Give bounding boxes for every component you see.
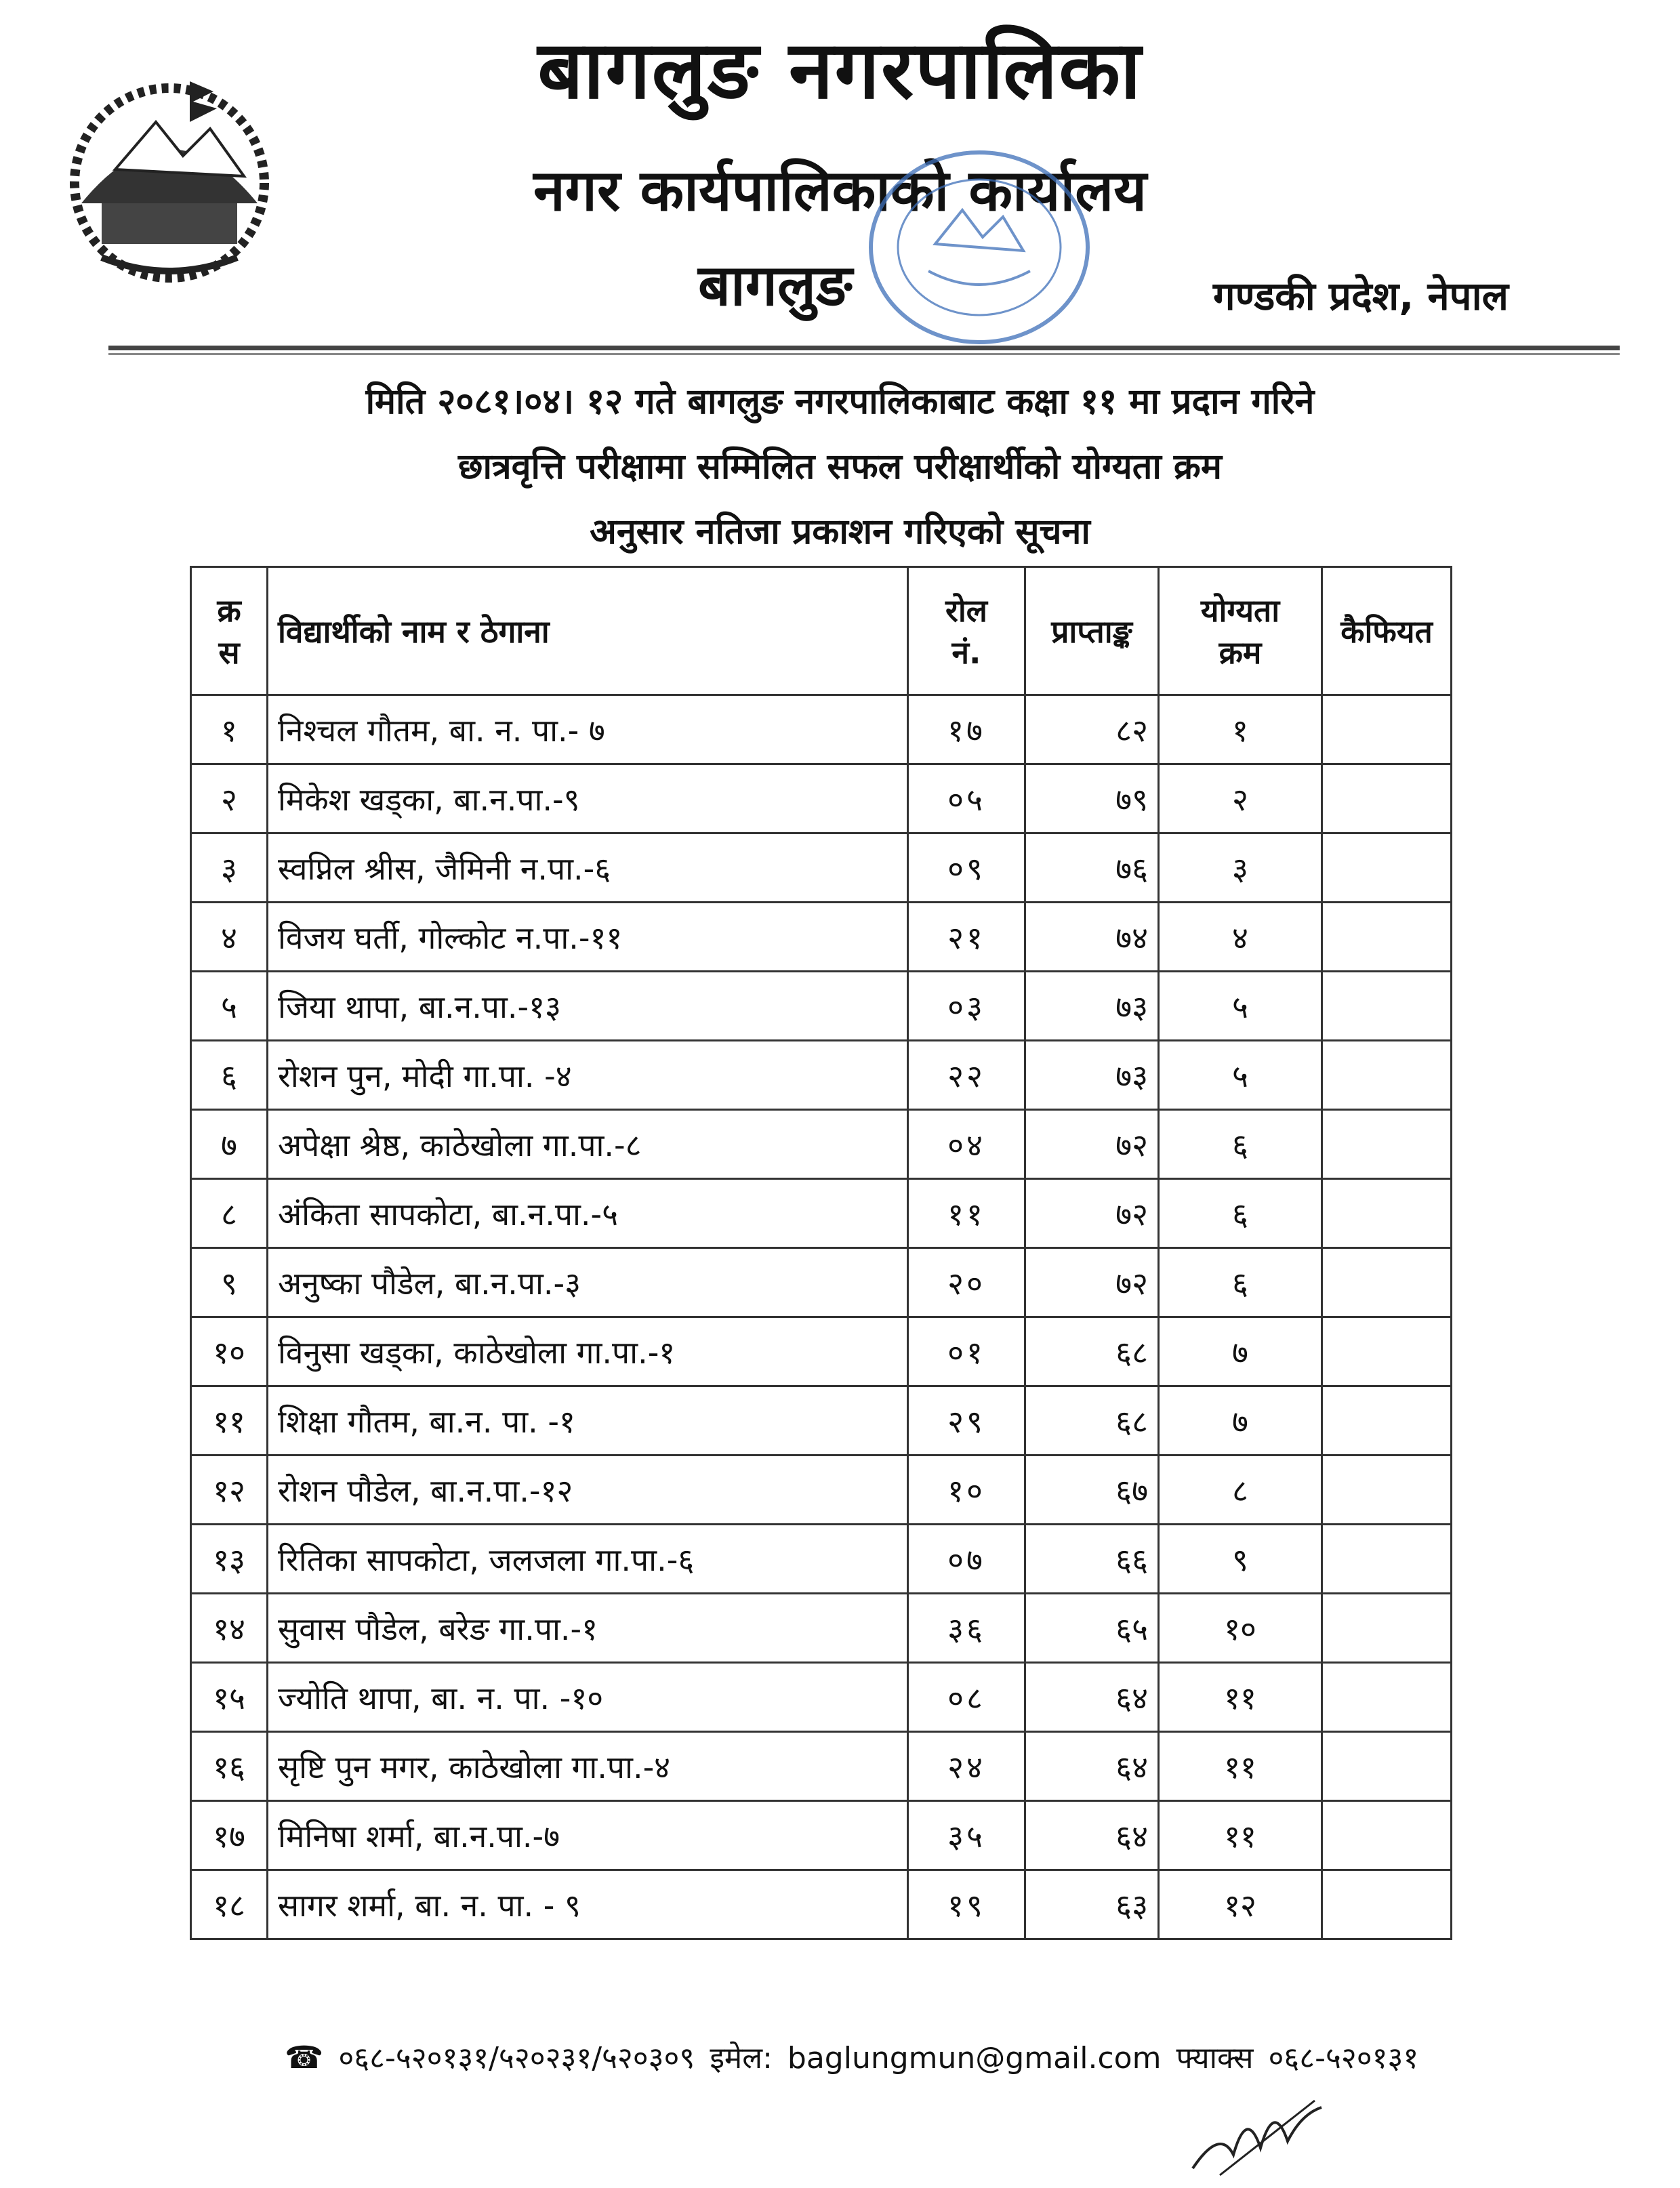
cell-marks: ७२	[1025, 1179, 1159, 1248]
cell-marks: ७२	[1025, 1110, 1159, 1179]
office-title: नगर कार्यपालिकाको कार्यालय	[533, 157, 1147, 224]
cell-roll: २१	[908, 903, 1025, 972]
header-roll-bottom: नं.	[951, 634, 981, 671]
cell-remarks	[1322, 833, 1452, 903]
cell-remarks	[1322, 1870, 1452, 1939]
phone-number: ०६८-५२०१३१/५२०२३१/५२०३०९	[338, 2041, 695, 2076]
cell-rank: १०	[1159, 1594, 1322, 1663]
cell-marks: ७६	[1025, 833, 1159, 903]
cell-remarks	[1322, 1248, 1452, 1317]
cell-roll: ०५	[908, 764, 1025, 833]
cell-remarks	[1322, 1525, 1452, 1594]
header-rank-top: योग्यता	[1200, 592, 1280, 629]
cell-remarks	[1322, 1801, 1452, 1870]
header-serial-top: क्र	[217, 592, 241, 629]
cell-roll: २९	[908, 1386, 1025, 1456]
table-row	[191, 1386, 1452, 1456]
cell-serial: ६	[191, 1041, 268, 1110]
cell-rank: २	[1159, 764, 1322, 833]
notice-line: अनुसार नतिजा प्रकाशन गरिएको सूचना	[590, 512, 1090, 552]
cell-roll: ३६	[908, 1594, 1025, 1663]
cell-rank: ७	[1159, 1386, 1322, 1456]
cell-roll: २४	[908, 1732, 1025, 1801]
cell-name: मिनिषा शर्मा, बा.न.पा.-७	[268, 1801, 908, 1870]
cell-name: सृष्टि पुन मगर, काठेखोला गा.पा.-४	[268, 1732, 908, 1801]
cell-remarks	[1322, 1732, 1452, 1801]
cell-serial: ८	[191, 1179, 268, 1248]
cell-roll: ११	[908, 1179, 1025, 1248]
cell-marks: ६४	[1025, 1732, 1159, 1801]
notice-line: मिति २०८१।०४। १२ गते बागलुङ नगरपालिकाबाट कक्षा ११ मा प्रदान गरिने	[365, 381, 1315, 422]
cell-rank: ६	[1159, 1179, 1322, 1248]
cell-remarks	[1322, 972, 1452, 1041]
table-row	[191, 1248, 1452, 1317]
cell-marks: ६४	[1025, 1801, 1159, 1870]
table-row	[191, 903, 1452, 972]
cell-remarks	[1322, 695, 1452, 764]
cell-rank: ९	[1159, 1525, 1322, 1594]
cell-serial: १	[191, 695, 268, 764]
cell-name: सागर शर्मा, बा. न. पा. - ९	[268, 1870, 908, 1939]
cell-serial: १४	[191, 1594, 268, 1663]
header-rank-bottom: क्रम	[1218, 634, 1262, 671]
header-divider	[108, 346, 1620, 355]
table-row	[191, 833, 1452, 903]
cell-marks: ६३	[1025, 1870, 1159, 1939]
table-row	[191, 1525, 1452, 1594]
email-label: इमेल:	[710, 2041, 773, 2076]
table-row	[191, 1870, 1452, 1939]
cell-remarks	[1322, 1386, 1452, 1456]
cell-rank: ११	[1159, 1663, 1322, 1732]
notice-heading	[0, 369, 1680, 564]
header-marks: प्राप्ताङ्क	[1025, 567, 1159, 695]
cell-rank: ७	[1159, 1317, 1322, 1386]
cell-roll: ३५	[908, 1801, 1025, 1870]
office-stamp-icon	[861, 142, 1098, 352]
table-row	[191, 764, 1452, 833]
cell-name: रोशन पुन, मोदी गा.पा. -४	[268, 1041, 908, 1110]
cell-name: ज्योति थापा, बा. न. पा. -१०	[268, 1663, 908, 1732]
header-name: विद्यार्थीको नाम र ठेगाना	[268, 567, 908, 695]
cell-roll: ०९	[908, 833, 1025, 903]
cell-serial: ११	[191, 1386, 268, 1456]
cell-roll: २२	[908, 1041, 1025, 1110]
cell-marks: ६७	[1025, 1456, 1159, 1525]
province-label: गण्डकी प्रदेश, नेपाल	[1213, 273, 1509, 319]
contact-footer	[285, 2036, 1424, 2077]
table-row	[191, 1732, 1452, 1801]
cell-name: रितिका सापकोटा, जलजला गा.पा.-६	[268, 1525, 908, 1594]
cell-remarks	[1322, 1179, 1452, 1248]
cell-remarks	[1322, 1456, 1452, 1525]
cell-name: जिया थापा, बा.न.पा.-१३	[268, 972, 908, 1041]
cell-serial: १०	[191, 1317, 268, 1386]
cell-serial: ४	[191, 903, 268, 972]
cell-roll: ०७	[908, 1525, 1025, 1594]
cell-remarks	[1322, 1594, 1452, 1663]
cell-rank: ५	[1159, 1041, 1322, 1110]
cell-marks: ७३	[1025, 972, 1159, 1041]
cell-name: अनुष्का पौडेल, बा.न.पा.-३	[268, 1248, 908, 1317]
table-row	[191, 1663, 1452, 1732]
telephone-icon: ☎	[285, 2039, 324, 2076]
cell-marks: ७३	[1025, 1041, 1159, 1110]
cell-remarks	[1322, 1663, 1452, 1732]
cell-marks: ६४	[1025, 1663, 1159, 1732]
cell-serial: ३	[191, 833, 268, 903]
cell-marks: ६८	[1025, 1317, 1159, 1386]
cell-name: विनुसा खड्का, काठेखोला गा.पा.-१	[268, 1317, 908, 1386]
cell-remarks	[1322, 1110, 1452, 1179]
cell-name: मिकेश खड्का, बा.न.पा.-९	[268, 764, 908, 833]
table-row	[191, 1317, 1452, 1386]
cell-marks: ७४	[1025, 903, 1159, 972]
cell-remarks	[1322, 903, 1452, 972]
cell-name: स्वप्निल श्रीस, जैमिनी न.पा.-६	[268, 833, 908, 903]
cell-rank: १	[1159, 695, 1322, 764]
header-roll	[908, 567, 1025, 695]
cell-roll: ०१	[908, 1317, 1025, 1386]
table-row	[191, 1110, 1452, 1179]
cell-serial: २	[191, 764, 268, 833]
cell-name: अपेक्षा श्रेष्ठ, काठेखोला गा.पा.-८	[268, 1110, 908, 1179]
cell-rank: ५	[1159, 972, 1322, 1041]
cell-rank: ४	[1159, 903, 1322, 972]
cell-marks: ६८	[1025, 1386, 1159, 1456]
cell-marks: ७२	[1025, 1248, 1159, 1317]
cell-roll: ०४	[908, 1110, 1025, 1179]
cell-roll: १०	[908, 1456, 1025, 1525]
cell-marks: ७९	[1025, 764, 1159, 833]
cell-serial: १३	[191, 1525, 268, 1594]
cell-name: अंकिता सापकोटा, बा.न.पा.-५	[268, 1179, 908, 1248]
cell-serial: १६	[191, 1732, 268, 1801]
cell-name: रोशन पौडेल, बा.न.पा.-१२	[268, 1456, 908, 1525]
table-row	[191, 695, 1452, 764]
cell-roll: १७	[908, 695, 1025, 764]
cell-remarks	[1322, 1041, 1452, 1110]
cell-rank: १२	[1159, 1870, 1322, 1939]
cell-roll: २०	[908, 1248, 1025, 1317]
cell-rank: ३	[1159, 833, 1322, 903]
municipality-title: बागलुङ नगरपालिका	[537, 23, 1143, 117]
notice-line: छात्रवृत्ति परीक्षामा सम्मिलित सफल परीक्षार्थीको योग्यता क्रम	[458, 447, 1222, 487]
cell-rank: ११	[1159, 1732, 1322, 1801]
table-row	[191, 1041, 1452, 1110]
email-address: baglungmun@gmail.com	[787, 2041, 1162, 2076]
cell-rank: ८	[1159, 1456, 1322, 1525]
signature-icon	[1179, 2087, 1335, 2182]
cell-rank: ६	[1159, 1110, 1322, 1179]
header-rank	[1159, 567, 1322, 695]
table-row	[191, 1801, 1452, 1870]
table-header-row	[191, 567, 1452, 695]
cell-marks: ६६	[1025, 1525, 1159, 1594]
header-serial-bottom: स	[218, 634, 240, 671]
header-remarks: कैफियत	[1322, 567, 1452, 695]
header-serial	[191, 567, 268, 695]
table-row	[191, 972, 1452, 1041]
fax-number: ०६८-५२०१३१	[1268, 2041, 1419, 2076]
cell-name: सुवास पौडेल, बरेङ गा.पा.-१	[268, 1594, 908, 1663]
cell-roll: ०८	[908, 1663, 1025, 1732]
cell-name: विजय घर्ती, गोल्कोट न.पा.-११	[268, 903, 908, 972]
cell-serial: १५	[191, 1663, 268, 1732]
table-row	[191, 1179, 1452, 1248]
cell-rank: ६	[1159, 1248, 1322, 1317]
cell-serial: १७	[191, 1801, 268, 1870]
header-roll-top: रोल	[945, 592, 987, 629]
cell-remarks	[1322, 1317, 1452, 1386]
cell-name: शिक्षा गौतम, बा.न. पा. -१	[268, 1386, 908, 1456]
cell-serial: १२	[191, 1456, 268, 1525]
cell-serial: ९	[191, 1248, 268, 1317]
results-table	[190, 566, 1452, 1940]
cell-rank: ११	[1159, 1801, 1322, 1870]
cell-marks: ६५	[1025, 1594, 1159, 1663]
cell-serial: १८	[191, 1870, 268, 1939]
cell-roll: १९	[908, 1870, 1025, 1939]
table-row	[191, 1456, 1452, 1525]
cell-roll: ०३	[908, 972, 1025, 1041]
cell-remarks	[1322, 764, 1452, 833]
fax-label: फ्याक्स	[1176, 2041, 1254, 2076]
table-row	[191, 1594, 1452, 1663]
cell-name: निश्चल गौतम, बा. न. पा.- ७	[268, 695, 908, 764]
cell-serial: ५	[191, 972, 268, 1041]
cell-serial: ७	[191, 1110, 268, 1179]
place-title: बागलुङ	[698, 252, 853, 318]
cell-marks: ८२	[1025, 695, 1159, 764]
